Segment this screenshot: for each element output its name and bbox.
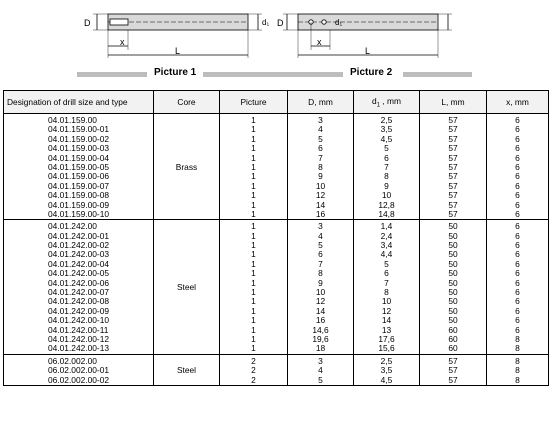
picture-value: 1: [251, 152, 256, 163]
x-value: 6: [515, 133, 520, 144]
picture-value: 2: [251, 365, 256, 376]
x-value: 6: [515, 180, 520, 191]
dim-d1-label-1: d₁: [262, 18, 270, 27]
picture-value: 1: [251, 115, 256, 125]
col-designation-cell: [4, 220, 154, 354]
header-L: L, mm: [420, 91, 487, 114]
designation-value: 04.01.159.00-06: [48, 171, 110, 182]
d1-value: 17,6: [378, 333, 395, 344]
d1-value: 14: [381, 315, 392, 326]
L-value: 57: [448, 171, 458, 182]
D-value: 16: [315, 208, 326, 219]
col-x-cell: [487, 114, 549, 220]
col-d1-cell: [354, 354, 420, 385]
header-core: Core: [154, 91, 220, 114]
header-designation: Designation of drill size and type: [4, 91, 154, 114]
D-value: 3: [318, 221, 323, 232]
d1-value: 3,5: [380, 124, 393, 135]
col-d1-cell: [354, 114, 420, 220]
col-x-cell: [487, 354, 549, 385]
core-material: Steel: [154, 220, 220, 354]
L-value: 50: [448, 230, 458, 241]
x-value: 6: [515, 171, 520, 182]
designation-value: 06.02.002.00: [48, 355, 97, 366]
D-value: 9: [318, 171, 323, 182]
L-value: 57: [448, 161, 458, 172]
picture-value: 1: [251, 315, 256, 326]
caption-bar-middle: [203, 72, 343, 77]
designation-value: 04.01.242.00-10: [48, 315, 110, 326]
D-value: 5: [318, 240, 323, 251]
L-value: 50: [448, 249, 458, 260]
x-value: 8: [515, 365, 520, 376]
L-value: 50: [448, 258, 458, 269]
designation-value: 04.01.159.00-07: [48, 180, 110, 191]
x-value: 8: [515, 343, 520, 354]
x-value: 6: [515, 258, 520, 269]
designation-value: 04.01.242.00-04: [48, 258, 110, 269]
designation-value: 04.01.242.00-09: [48, 305, 110, 316]
picture-value: 1: [251, 199, 256, 210]
designation-value: 04.01.159.00-05: [48, 161, 110, 172]
d1-value: 2,5: [380, 355, 393, 366]
x-value: 6: [515, 268, 520, 279]
core-material: Steel: [154, 354, 220, 385]
d1-value: 8: [384, 287, 389, 298]
x-value: 8: [515, 355, 520, 366]
table-body: [4, 114, 549, 386]
L-value: 57: [448, 190, 458, 201]
D-value: 8: [318, 268, 323, 279]
x-value: 6: [515, 190, 520, 201]
x-value: 6: [515, 221, 520, 232]
x-value: 6: [515, 143, 520, 154]
designation-value: 04.01.242.00-03: [48, 249, 110, 260]
picture-value: 1: [251, 230, 256, 241]
designation-value: 04.01.242.00-05: [48, 268, 110, 279]
D-value: 14: [315, 199, 326, 210]
caption-bar-right: [403, 72, 472, 77]
designation-value: 04.01.242.00-01: [48, 230, 110, 241]
d1-value: 6: [384, 152, 389, 163]
designation-value: 04.01.159.00-04: [48, 152, 110, 163]
dim-x-label-1: x: [120, 37, 125, 47]
designation-value: 04.01.242.00-07: [48, 287, 110, 298]
picture-value: 1: [251, 268, 256, 279]
L-value: 57: [448, 180, 458, 191]
col-designation-cell: [4, 354, 154, 385]
col-L-cell: [420, 220, 487, 354]
picture-value: 1: [251, 305, 256, 316]
dim-L-label-2: L: [365, 46, 371, 56]
x-value: 6: [515, 249, 520, 260]
x-value: 6: [515, 115, 520, 125]
header-picture: Picture: [220, 91, 288, 114]
picture-value: 2: [251, 355, 256, 366]
x-value: 6: [515, 240, 520, 251]
D-value: 3: [318, 355, 323, 366]
picture-value: 1: [251, 296, 256, 307]
L-value: 50: [448, 240, 458, 251]
D-value: 8: [318, 161, 323, 172]
D-value: 10: [315, 287, 326, 298]
L-value: 57: [448, 199, 458, 210]
d1-value: 10: [381, 296, 392, 307]
d1-value: 1,4: [380, 221, 393, 232]
x-value: 6: [515, 208, 520, 219]
header-d1: [354, 91, 420, 114]
picture-value: 1: [251, 143, 256, 154]
D-value: 19,6: [312, 333, 329, 344]
D-value: 4: [318, 124, 323, 135]
L-value: 57: [448, 152, 458, 163]
x-value: 8: [515, 374, 520, 385]
x-value: 6: [515, 315, 520, 326]
col-picture-cell: [220, 354, 288, 385]
d1-value: 7: [384, 277, 389, 288]
D-value: 4: [318, 230, 323, 241]
d1-value: 2,5: [380, 115, 393, 125]
d1-value: 12,8: [378, 199, 395, 210]
D-value: 5: [318, 133, 323, 144]
col-L-cell: [420, 114, 487, 220]
d1-value: 4,5: [380, 133, 393, 144]
picture-value: 1: [251, 333, 256, 344]
col-D-cell: [288, 114, 354, 220]
d1-value: 9: [384, 180, 389, 191]
picture-value: 2: [251, 374, 256, 385]
d1-value: 3,5: [380, 365, 393, 376]
D-value: 14,6: [312, 324, 329, 335]
L-value: 50: [448, 305, 458, 316]
designation-value: 04.01.159.00-02: [48, 133, 110, 144]
designation-value: 04.01.159.00: [48, 115, 97, 125]
caption-bar-left: [77, 72, 147, 77]
header-d1-main: d: [372, 95, 377, 106]
designation-value: 04.01.159.00-09: [48, 199, 110, 210]
picture-value: 1: [251, 133, 256, 144]
L-value: 50: [448, 315, 458, 326]
header-d1-unit: , mm: [380, 95, 401, 106]
designation-value: 04.01.159.00-08: [48, 190, 110, 201]
d1-value: 14,8: [378, 208, 395, 219]
picture-2-caption: Picture 2: [350, 67, 393, 78]
x-value: 6: [515, 287, 520, 298]
d1-value: 6: [384, 268, 389, 279]
picture-value: 1: [251, 124, 256, 135]
picture-value: 1: [251, 277, 256, 288]
D-value: 6: [318, 143, 323, 154]
col-L-cell: [420, 354, 487, 385]
dim-d1-label-2: d₁: [335, 18, 343, 27]
picture-value: 1: [251, 221, 256, 232]
picture-value: 1: [251, 343, 256, 354]
x-value: 6: [515, 324, 520, 335]
picture-value: 1: [251, 161, 256, 172]
dim-L-label-1: L: [175, 46, 181, 56]
D-value: 12: [315, 296, 326, 307]
d1-value: 5: [384, 258, 389, 269]
d1-value: 2,4: [380, 230, 393, 241]
L-value: 57: [448, 374, 458, 385]
designation-value: 06.02.002.00-01: [48, 365, 110, 376]
L-value: 50: [448, 268, 458, 279]
L-value: 50: [448, 277, 458, 288]
picture-value: 1: [251, 190, 256, 201]
L-value: 60: [448, 343, 458, 354]
D-value: 7: [318, 152, 323, 163]
picture-value: 1: [251, 324, 256, 335]
L-value: 57: [448, 208, 458, 219]
d1-value: 12: [381, 305, 392, 316]
d1-value: 10: [381, 190, 392, 201]
D-value: 18: [315, 343, 326, 354]
designation-value: 04.01.159.00-10: [48, 208, 110, 219]
picture-1-caption: Picture 1: [154, 67, 197, 78]
picture-value: 1: [251, 240, 256, 251]
designation-value: 04.01.242.00-02: [48, 240, 110, 251]
header-D: D, mm: [288, 91, 354, 114]
L-value: 57: [448, 143, 458, 154]
col-designation-cell: [4, 114, 154, 220]
picture-value: 1: [251, 180, 256, 191]
x-value: 6: [515, 305, 520, 316]
core-material: Brass: [154, 114, 220, 220]
picture-value: 1: [251, 171, 256, 182]
D-value: 7: [318, 258, 323, 269]
d1-value: 15,6: [378, 343, 395, 354]
D-value: 10: [315, 180, 326, 191]
dim-x-label-2: x: [317, 37, 322, 47]
D-value: 16: [315, 315, 326, 326]
D-value: 5: [318, 374, 323, 385]
d1-value: 5: [384, 143, 389, 154]
L-value: 57: [448, 133, 458, 144]
x-value: 6: [515, 230, 520, 241]
L-value: 57: [448, 124, 458, 135]
dim-D-label-2: D: [277, 18, 284, 28]
x-value: 6: [515, 124, 520, 135]
designation-value: 04.01.242.00-13: [48, 343, 110, 354]
L-value: 57: [448, 115, 458, 125]
table-header-row: [4, 91, 549, 114]
designation-value: 04.01.242.00-12: [48, 333, 110, 344]
dim-D-label-1: D: [84, 18, 91, 28]
L-value: 60: [448, 324, 458, 335]
table-group-row: [4, 354, 549, 385]
x-value: 6: [515, 277, 520, 288]
picture-value: 1: [251, 287, 256, 298]
col-d1-cell: [354, 220, 420, 354]
col-picture-cell: [220, 220, 288, 354]
table-group-row: [4, 220, 549, 354]
L-value: 50: [448, 296, 458, 307]
x-value: 6: [515, 161, 520, 172]
L-value: 50: [448, 221, 458, 232]
x-value: 6: [515, 152, 520, 163]
designation-value: 04.01.242.00: [48, 221, 97, 232]
header-d1-sub: 1: [376, 102, 381, 109]
L-value: 50: [448, 287, 458, 298]
x-value: 6: [515, 199, 520, 210]
designation-value: 04.01.242.00-11: [48, 324, 109, 335]
D-value: 9: [318, 277, 323, 288]
col-picture-cell: [220, 114, 288, 220]
D-value: 12: [315, 190, 326, 201]
drill-figures: [0, 0, 550, 92]
designation-value: 06.02.002.00-02: [48, 374, 110, 385]
d1-value: 8: [384, 171, 389, 182]
L-value: 60: [448, 333, 458, 344]
D-value: 6: [318, 249, 323, 260]
L-value: 57: [448, 355, 458, 366]
D-value: 4: [318, 365, 323, 376]
d1-value: 13: [381, 324, 392, 335]
col-x-cell: [487, 220, 549, 354]
table-group-row: [4, 114, 549, 220]
drill-size-table: [3, 90, 549, 386]
D-value: 3: [318, 115, 323, 125]
designation-value: 04.01.159.00-03: [48, 143, 110, 154]
designation-value: 04.01.159.00-01: [48, 124, 110, 135]
d1-value: 4,4: [380, 249, 393, 260]
col-D-cell: [288, 354, 354, 385]
d1-value: 4,5: [380, 374, 393, 385]
col-D-cell: [288, 220, 354, 354]
L-value: 57: [448, 365, 458, 376]
x-value: 6: [515, 296, 520, 307]
d1-value: 3,4: [380, 240, 393, 251]
picture-value: 1: [251, 249, 256, 260]
header-x: x, mm: [487, 91, 549, 114]
designation-value: 04.01.242.00-06: [48, 277, 110, 288]
picture-value: 1: [251, 208, 256, 219]
picture-value: 1: [251, 258, 256, 269]
x-value: 8: [515, 333, 520, 344]
D-value: 14: [315, 305, 326, 316]
d1-value: 7: [384, 161, 389, 172]
designation-value: 04.01.242.00-08: [48, 296, 110, 307]
